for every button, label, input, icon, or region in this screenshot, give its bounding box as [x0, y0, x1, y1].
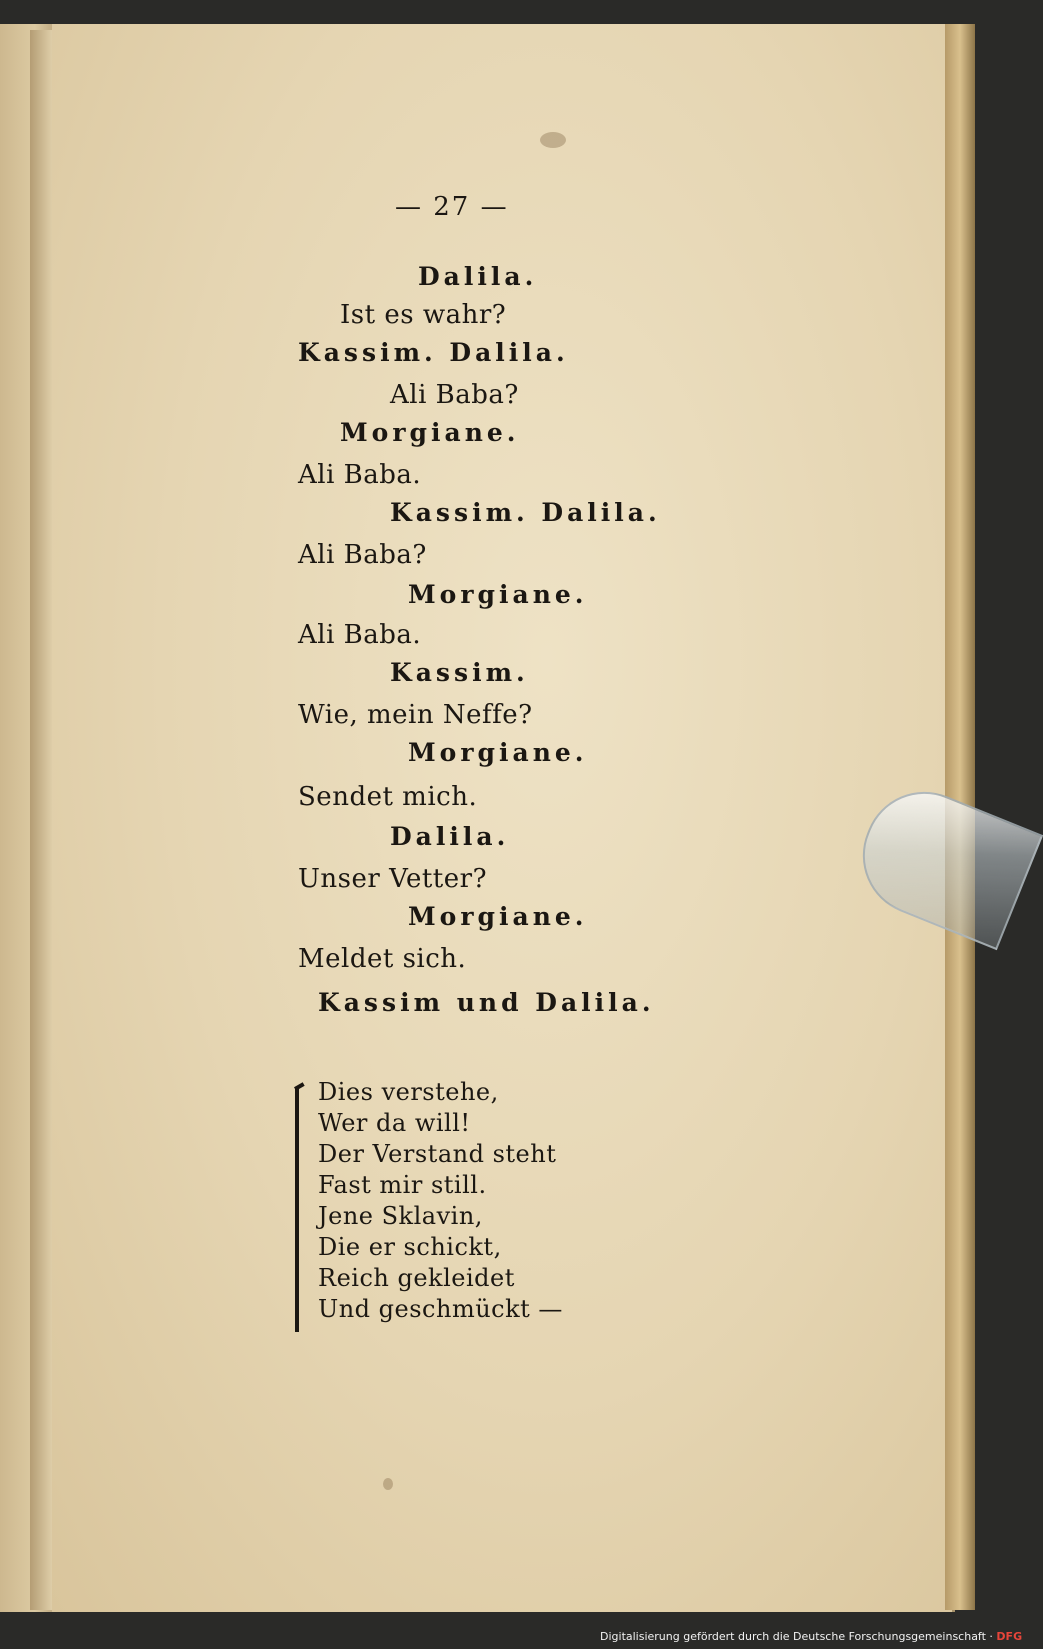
page-number: — 27 —: [395, 192, 509, 222]
verse-brace: [295, 1087, 299, 1332]
digitization-credit: [600, 1630, 1022, 1643]
dialogue-line: Ist es wahr?: [340, 300, 507, 330]
verse-line: Wer da will!: [318, 1109, 471, 1137]
speaker-name: Kassim.: [390, 658, 529, 687]
speaker-name: Kassim und Dalila.: [318, 988, 655, 1017]
verse-line: Fast mir still.: [318, 1171, 487, 1199]
verse-line: Dies verstehe,: [318, 1078, 499, 1106]
speaker-name: Morgiane.: [340, 418, 520, 447]
paper-stain: [540, 132, 566, 148]
credit-text: Digitalisierung gefördert durch die Deutsche Forschungsgemeinschaft ·: [600, 1630, 993, 1643]
verse-line: Jene Sklavin,: [318, 1202, 483, 1230]
speaker-name: Morgiane.: [408, 738, 588, 767]
verse-line: Und geschmückt —: [318, 1295, 563, 1323]
dialogue-line: Ali Baba?: [298, 540, 427, 570]
speaker-name: Dalila.: [390, 822, 510, 851]
dialogue-line: Ali Baba?: [390, 380, 519, 410]
dialogue-line: Unser Vetter?: [298, 864, 488, 894]
verse-line: Die er schickt,: [318, 1233, 502, 1261]
dialogue-line: Sendet mich.: [298, 782, 478, 812]
speaker-name: Morgiane.: [408, 902, 588, 931]
speaker-name: Kassim. Dalila.: [298, 338, 569, 367]
verse-line: Reich gekleidet: [318, 1264, 515, 1292]
verse-line: Der Verstand steht: [318, 1140, 557, 1168]
speaker-name: Dalila.: [418, 262, 538, 291]
dialogue-line: Ali Baba.: [298, 460, 422, 490]
dialogue-line: Wie, mein Neffe?: [298, 700, 533, 730]
speaker-name: Morgiane.: [408, 580, 588, 609]
dialogue-line: Meldet sich.: [298, 944, 467, 974]
dialogue-line: Ali Baba.: [298, 620, 422, 650]
paper-stain: [383, 1478, 393, 1490]
speaker-name: Kassim. Dalila.: [390, 498, 661, 527]
dfg-logo: DFG: [996, 1630, 1023, 1643]
book-gutter: [30, 30, 54, 1610]
